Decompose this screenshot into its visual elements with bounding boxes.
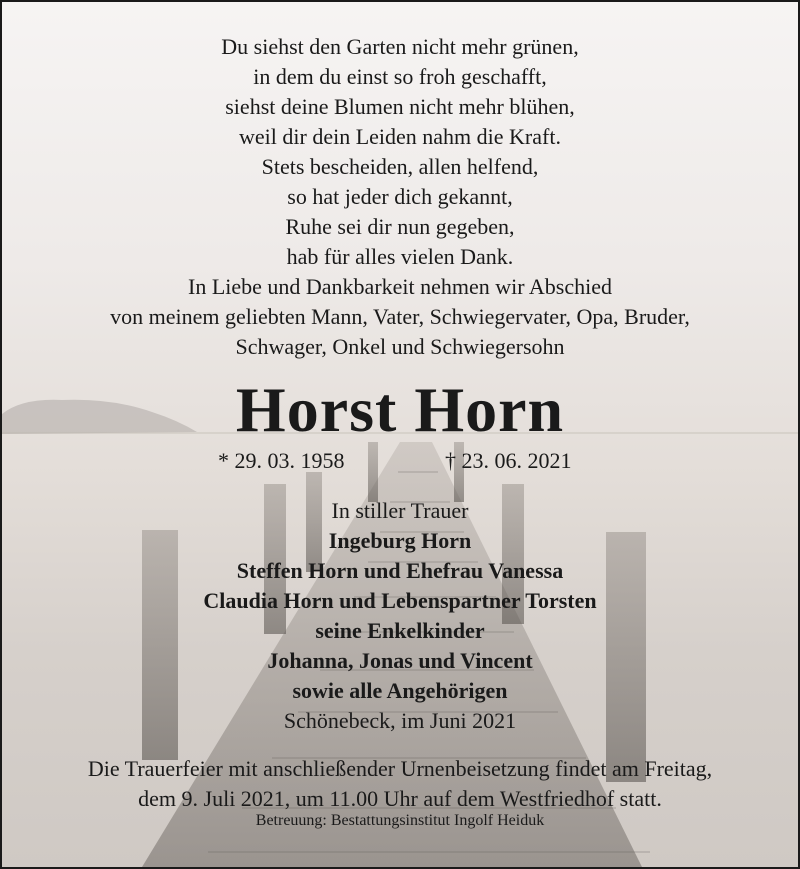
farewell-intro — [2, 272, 798, 362]
mourner-line: seine Enkelkinder — [315, 618, 485, 643]
poem-line: Ruhe sei dir nun gegeben, — [285, 214, 515, 239]
intro-line: Schwager, Onkel und Schwiegersohn — [235, 334, 565, 359]
poem-line: so hat jeder dich gekannt, — [287, 184, 513, 209]
mourner-line: sowie alle Angehörigen — [292, 678, 508, 703]
service-line: dem 9. Juli 2021, um 11.00 Uhr auf dem Westfriedhof statt. — [138, 786, 662, 811]
intro-line: In Liebe und Dankbarkeit nehmen wir Abschied — [188, 274, 612, 299]
mourner-line: Steffen Horn und Ehefrau Vanessa — [236, 558, 564, 583]
funeral-service-info — [2, 754, 798, 814]
poem-line: weil dir dein Leiden nahm die Kraft. — [239, 124, 561, 149]
mourner-line: Ingeburg Horn — [328, 528, 472, 553]
funeral-home-credit: Betreuung: Bestattungsinstitut Ingolf Heiduk — [255, 812, 545, 829]
poem-line: Stets bescheiden, allen helfend, — [261, 154, 539, 179]
poem-line: Du siehst den Garten nicht mehr grünen, — [221, 34, 579, 59]
mourners — [2, 496, 798, 706]
death-date: † 23. 06. 2021 — [445, 448, 572, 473]
service-line: Die Trauerfeier mit anschließender Urnenbeisetzung findet am Freitag, — [87, 756, 713, 781]
poem-line: in dem du einst so froh geschafft, — [253, 64, 547, 89]
mourner-line: Johanna, Jonas und Vincent — [267, 648, 533, 673]
poem-line: siehst deine Blumen nicht mehr blühen, — [225, 94, 575, 119]
place-date: Schönebeck, im Juni 2021 — [283, 708, 517, 733]
mourning-heading: In stiller Trauer — [331, 498, 469, 523]
birth-date: * 29. 03. 1958 — [218, 448, 345, 473]
deceased-name: Horst Horn — [235, 374, 565, 445]
mourner-line: Claudia Horn und Lebenspartner Torsten — [203, 588, 597, 613]
poem — [2, 32, 798, 272]
intro-line: von meinem geliebten Mann, Vater, Schwiegervater, Opa, Bruder, — [110, 304, 690, 329]
poem-line: hab für alles vielen Dank. — [286, 244, 514, 269]
